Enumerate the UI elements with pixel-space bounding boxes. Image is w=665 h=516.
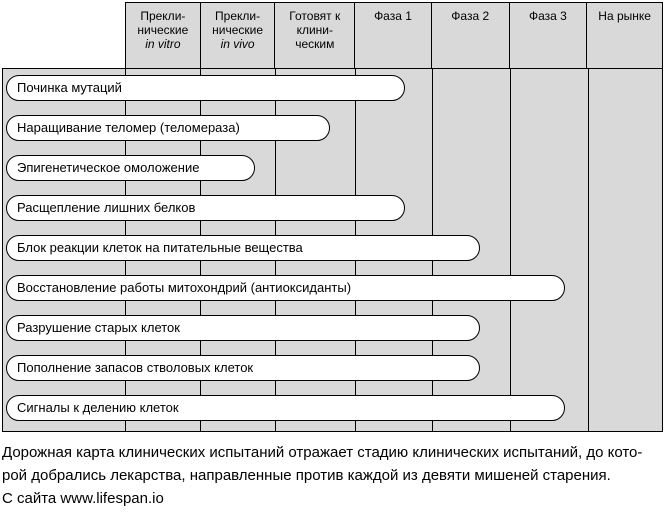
- caption-line: рой добрались лекарства, направленные против каждой из девяти мишеней старения.: [2, 467, 611, 484]
- therapy-bar: Эпигенетическое омоложение: [6, 155, 255, 181]
- stage-header-line: клини-: [296, 23, 333, 37]
- column-divider: [588, 69, 589, 431]
- therapy-bar: Пополнение запасов стволовых клеток: [6, 355, 480, 381]
- therapy-bar: Наращивание теломер (теломераза): [6, 115, 330, 141]
- stage-header-4: [355, 3, 432, 68]
- stage-header-7: [587, 3, 662, 68]
- therapy-bar: Сигналы к делению клеток: [6, 395, 565, 421]
- caption-line: Дорожная карта клинических испытаний отражает стадию клинических испытаний, до кото-: [2, 444, 643, 461]
- caption-line: С сайта www.lifespan.io: [2, 490, 164, 507]
- column-divider: [510, 69, 511, 431]
- chart-body: [2, 68, 663, 432]
- stage-header-line: нические: [212, 23, 264, 37]
- stage-header-6: [510, 3, 588, 68]
- figure-caption: [2, 441, 663, 510]
- stage-header-line: Прекли-: [215, 9, 261, 23]
- stage-header-3: [275, 3, 355, 68]
- therapy-bar: Восстановление работы митохондрий (антиоксиданты): [6, 275, 565, 301]
- stage-header-subtitle: in vivo: [220, 37, 255, 51]
- therapy-bar: Блок реакции клеток на питательные вещества: [6, 235, 480, 261]
- stage-header-line: Фаза 3: [528, 9, 567, 23]
- stage-header-line: Готовят к: [289, 9, 341, 23]
- stage-header-line: нические: [137, 23, 189, 37]
- stage-header-line: ческим: [295, 37, 335, 51]
- stage-header-line: Фаза 2: [451, 9, 490, 23]
- stage-header-line: Фаза 1: [374, 9, 412, 23]
- therapy-bar: Починка мутаций: [6, 75, 405, 101]
- stage-header-2: [201, 3, 276, 68]
- therapy-bar: Разрушение старых клеток: [6, 315, 480, 341]
- stage-header-1: [126, 3, 201, 68]
- stage-header-row: [125, 2, 663, 68]
- therapy-bar: Расщепление лишних белков: [6, 195, 405, 221]
- stage-header-5: [432, 3, 510, 68]
- stage-header-subtitle: in vitro: [145, 37, 181, 51]
- stage-header-line: На рынке: [598, 9, 651, 23]
- stage-header-line: Прекли-: [140, 9, 186, 23]
- clinical-trials-roadmap-chart: [2, 2, 663, 432]
